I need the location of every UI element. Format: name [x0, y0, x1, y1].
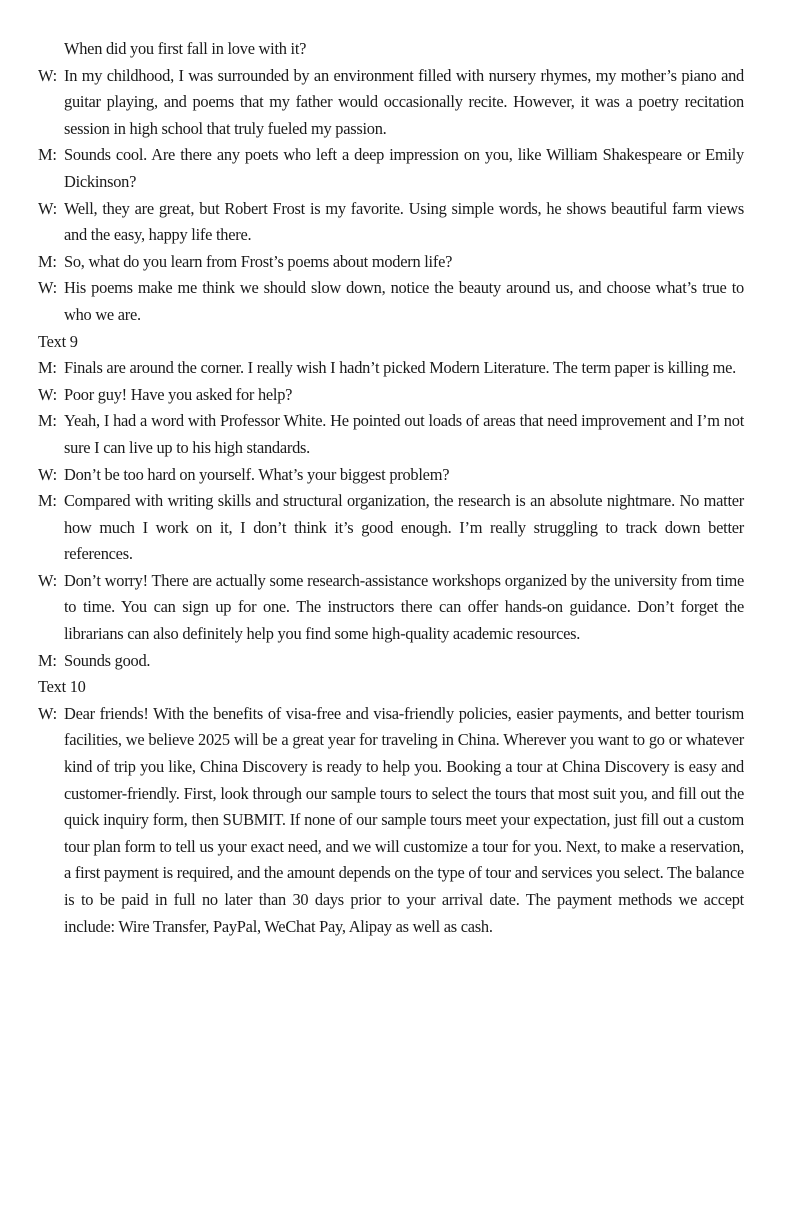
speaker-label: M: [38, 145, 57, 165]
dialogue-turn [38, 275, 744, 328]
section-heading-text-9: Text 9 [38, 331, 78, 351]
speaker-label: M: [38, 650, 57, 670]
speaker-label: M: [38, 411, 57, 431]
utterance-text: So, what do you learn from Frost’s poems about modern life? [64, 251, 453, 271]
speaker-label: W: [38, 384, 57, 404]
utterance-text: Don’t be too hard on yourself. What’s your biggest problem? [64, 464, 450, 484]
dialogue-turn [38, 196, 744, 249]
utterance-text: Dear friends! With the benefits of visa-free and visa-friendly policies, easier payments, and better tourism facilities, we believe 2025 will be a great year for traveling in China. Wherever you want to go or whatever kind of trip you like, China Discovery is ready to help you. Booking a tour at China Discovery is easy and customer-friendly. First, look through our sample tours to select the tours that most suit you, and fill out the quick inquiry form, then SUBMIT. If none of our sample tours meet your expectation, just fill out a custom tour plan form to tell us your exact need, and we will customize a tour for you. Next, to make a reservation, a first payment is required, and the amount depends on the type of tour and services you select. The balance is to be paid in full no later than 30 days prior to your arrival date. The payment methods we accept include: Wire Transfer, PayPal, WeChat Pay, Alipay as well as cash. [64, 703, 744, 936]
utterance-text: Sounds good. [64, 650, 151, 670]
speaker-label: M: [38, 251, 57, 271]
transcript-page [38, 36, 744, 940]
dialogue-turn [38, 648, 744, 675]
dialogue-turn [38, 408, 744, 461]
speaker-label: M: [38, 491, 57, 511]
speaker-label: W: [38, 278, 57, 298]
dialogue-turn [38, 462, 744, 489]
speaker-label: W: [38, 65, 57, 85]
utterance-text: His poems make me think we should slow down, notice the beauty around us, and choose what’s true to who we are. [64, 278, 744, 324]
dialogue-turn [38, 382, 744, 409]
speaker-label: M: [38, 358, 57, 378]
speaker-label: W: [38, 570, 57, 590]
utterance-text: Yeah, I had a word with Professor White. He pointed out loads of areas that need improvement and I’m not sure I can live up to his high standards. [64, 411, 744, 457]
utterance-text: Compared with writing skills and structural organization, the research is an absolute nightmare. No matter how much I work on it, I don’t think it’s good enough. I’m really struggling to track down better references. [64, 491, 744, 564]
dialogue-turn [38, 355, 744, 382]
utterance-text: Sounds cool. Are there any poets who left a deep impression on you, like William Shakespeare or Emily Dickinson? [64, 145, 744, 191]
speaker-label: W: [38, 198, 57, 218]
continuation-line: When did you first fall in love with it? [64, 39, 307, 58]
speaker-label: W: [38, 703, 57, 723]
utterance-text: Finals are around the corner. I really wish I hadn’t picked Modern Literature. The term paper is killing me. [64, 358, 736, 378]
utterance-text: Well, they are great, but Robert Frost is my favorite. Using simple words, he shows beautiful farm views and the easy, happy life there. [64, 198, 744, 245]
utterance-text: Don’t worry! There are actually some research-assistance workshops organized by the university from time to time. You can sign up for one. The instructors there can offer hands-on guidance. Don’t forget the librarians can also definitely help you find some high-quality academic resources. [64, 570, 744, 644]
section-heading-text-10: Text 10 [38, 677, 86, 697]
speaker-label: W: [38, 464, 57, 484]
monologue-turn [38, 701, 744, 940]
dialogue-turn [38, 63, 744, 143]
dialogue-turn [38, 488, 744, 568]
dialogue-turn [38, 249, 744, 276]
utterance-text: In my childhood, I was surrounded by an environment filled with nursery rhymes, my mother’s piano and guitar playing, and poems that my father would occasionally recite. However, it was a poetry recitation session in high school that truly fueled my passion. [64, 65, 744, 138]
dialogue-turn [38, 142, 744, 195]
dialogue-turn [38, 568, 744, 648]
utterance-text: Poor guy! Have you asked for help? [64, 384, 293, 404]
